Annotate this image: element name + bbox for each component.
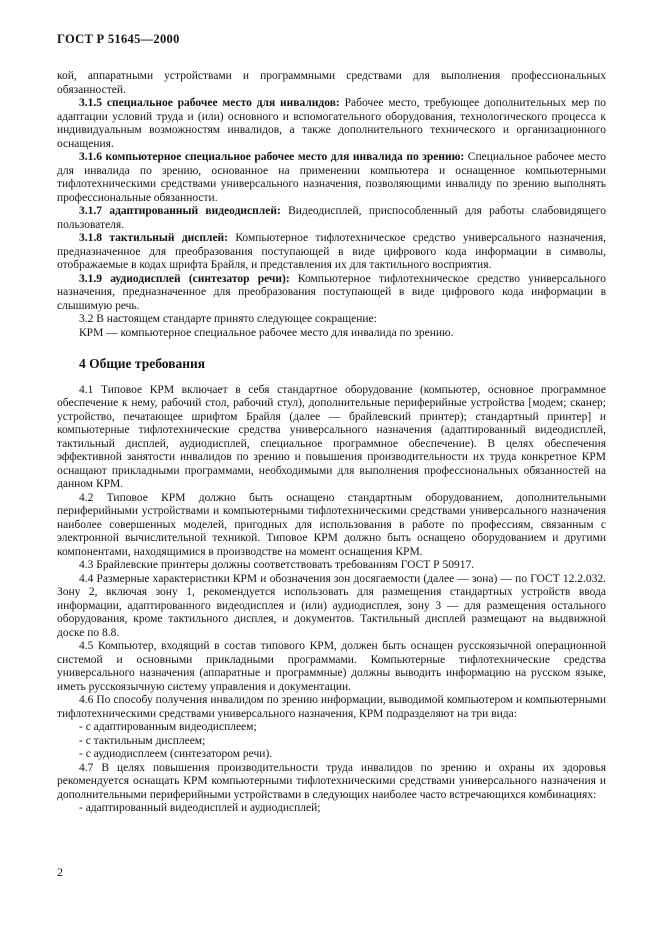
term-bold-text: 3.1.6 компьютерное специальное рабочее место для инвалида по зрению: <box>79 151 465 163</box>
list-item <box>57 721 606 735</box>
body-text: 4.4 Размерные характеристики КРМ и обозначения зон досягаемости (далее — зона) — по ГОСТ 12.2.032. Зону 2, включая зону 1, рекомендуется использовать для размещения стандартных устройств ввода информации, адаптированного видеодисплея и (или) аудиодисплея, зону 3 — для размещения остального оборудования, кроме тактильного дисплея, и документов. Тактильный дисплей размещают на выдвижной доске по 8.8. <box>57 572 606 639</box>
body-text: Рабочее место, требующее дополнительных мер по адаптации условий труда и (или) основного и вспомогательного оборудования, технологического процесса к индивидуальным возможностям инвалидов, а также дополнительного технического и организационного оснащения. <box>57 97 606 150</box>
paragraph <box>57 640 606 694</box>
paragraph <box>57 573 606 641</box>
body-text: 4.3 Брайлевские принтеры должны соответствовать требованиям ГОСТ Р 50917. <box>79 559 475 571</box>
paragraph <box>57 492 606 560</box>
body-text: 4.6 По способу получения инвалидом по зрению информации, выводимой компьютером и компьютерными тифлотехническими средствами универсального назначения, КРМ подразделяют на три вида: <box>57 694 606 720</box>
term-bold-text: 3.1.9 аудиодисплей (синтезатор речи): <box>79 272 290 285</box>
body-text: - с аудиодисплеем (синтезатором речи). <box>79 748 273 760</box>
paragraph <box>57 273 606 314</box>
body-text: - адаптированный видеодисплей и аудиодисплей; <box>79 802 321 814</box>
paragraph <box>57 327 606 341</box>
body-text: 4.2 Типовое КРМ должно быть оснащено стандартным оборудованием, дополнительными периферийными устройствами и компьютерными тифлотехническими средствами универсального назначения наиболее совершенных моделей, пригодных для использования в работе по профессиям, связанным с электронной вычислительной техникой. Типовое КРМ должно быть оснащено оборудованием и другими компонентами, находящимися в производстве на момент оснащения КРМ. <box>57 491 606 558</box>
body-text: Компьютерное тифлотехническое средство универсального назначения, предназначенное для преобразования поступающей в виде цифрового кода информации в символы, отображаемые в кодах шрифта Брайля, и представления их для тактильного восприятия. <box>57 232 606 271</box>
paragraph <box>57 97 606 151</box>
document-header: ГОСТ Р 51645—2000 <box>57 32 180 46</box>
list-item <box>57 748 606 762</box>
paragraph <box>57 205 606 232</box>
body-text: 4.1 Типовое КРМ включает в себя стандартное оборудование (компьютер, основное программное обеспечение к нему, рабочий стол, рабочий стул), дополнительные периферийные устройства [модем; сканер; устройство, печатающее шрифтом Брайля (далее — брайлевский принтер); стандартный принтер] и компьютерные тифлотехнические средства универсального назначения (адаптированный видеодисплей, тактильный дисплей, аудиодисплей, специальное программное обеспечение). В целях обеспечения эффективной занятости инвалидов по зрению и повышения производительности их труда конкретное КРМ оснащают прикладными программами, необходимыми для выполнения профессиональных обязанностей на данном КРМ. <box>57 383 606 490</box>
section-heading <box>57 357 606 371</box>
document-body <box>57 70 606 816</box>
body-text: Компьютерное тифлотехническое средство универсального назначения, предназначенное для преобразования поступающей в виде цифрового кода информации в слышимую речь. <box>57 272 606 312</box>
body-text: 3.2 В настоящем стандарте принято следующее сокращение: <box>79 313 377 325</box>
term-bold-text: 3.1.5 специальное рабочее место для инвалидов: <box>79 97 340 109</box>
paragraph <box>57 313 606 327</box>
page-number: 2 <box>57 865 63 879</box>
term-bold-text: 3.1.8 тактильный дисплей: <box>79 232 229 244</box>
list-item <box>57 802 606 816</box>
body-text: КРМ — компьютерное специальное рабочее место для инвалида по зрению. <box>79 326 454 339</box>
paragraph <box>57 232 606 273</box>
body-text: 4 Общие требования <box>79 356 206 371</box>
paragraph <box>57 694 606 721</box>
body-text: Видеодисплей, приспособленный для работы слабовидящего пользователя. <box>57 205 606 231</box>
paragraph <box>57 151 606 205</box>
body-text: 4.7 В целях повышения производительности труда инвалидов по зрению и охраны их здоровья рекомендуется оснащать КРМ компьютерными тифлотехническими средствами универсального назначения и дополнительными периферийными устройствами в следующих наиболее часто встречающихся комбинациях: <box>57 761 606 801</box>
body-text: кой, аппаратными устройствами и программными средствами для выполнения профессиональных обязанностей. <box>57 70 606 96</box>
paragraph <box>57 762 606 803</box>
list-item <box>57 735 606 749</box>
body-text: 4.5 Компьютер, входящий в состав типового КРМ, должен быть оснащен русскоязычной операционной системой и основными прикладными программами. Компьютерные тифлотехнические средства универсального назначения (аппаратные и программные) должны выводить информацию на русском языке, иметь русскоязычную систему управления и документации. <box>57 640 606 693</box>
body-text: - с адаптированным видеодисплеем; <box>79 721 257 733</box>
paragraph <box>57 70 606 97</box>
paragraph <box>57 384 606 492</box>
body-text: Специальное рабочее место для инвалида по зрению, основанное на применении компьютера и оснащенное компьютерными тифлотехническими средствами универсального назначения, позволяющими инвалиду по зрению выполнять профессиональные обязанности. <box>57 151 606 204</box>
body-text: - с тактильным дисплеем; <box>79 734 206 747</box>
term-bold-text: 3.1.7 адаптированный видеодисплей: <box>79 205 281 217</box>
paragraph <box>57 559 606 573</box>
